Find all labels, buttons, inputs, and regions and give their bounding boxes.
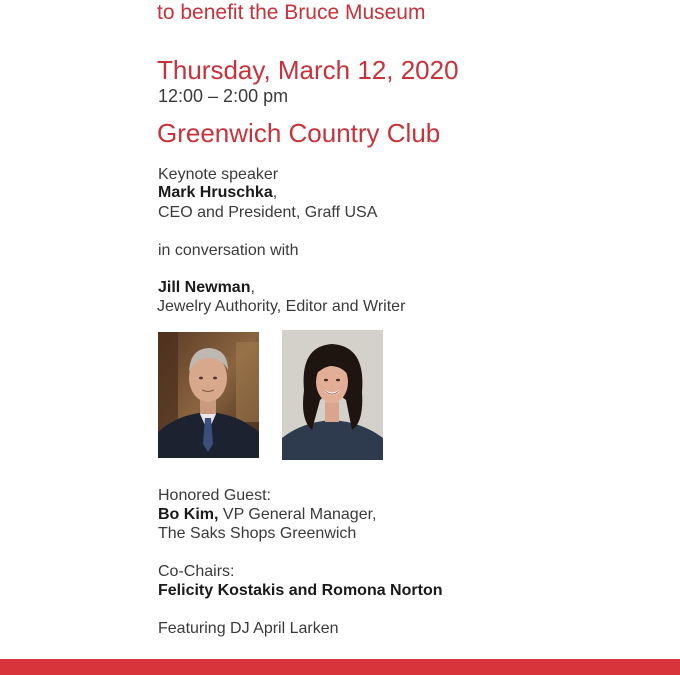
event-subtitle: to benefit the Bruce Museum	[157, 1, 426, 24]
event-time: 12:00 – 2:00 pm	[158, 86, 289, 106]
conversation-title: Jewelry Authority, Editor and Writer	[157, 298, 406, 315]
honored-name-line	[158, 506, 376, 524]
honored-org: The Saks Shops Greenwich	[158, 525, 357, 542]
keynote-name: Mark Hruschka	[158, 184, 273, 201]
honored-name: Bo Kim,	[158, 506, 219, 523]
featuring-dj: Featuring DJ April Larken	[158, 620, 339, 637]
woman-portrait-icon	[282, 330, 383, 460]
keynote-name-line	[158, 184, 277, 202]
keynote-label: Keynote speaker	[158, 166, 279, 183]
man-portrait-icon	[158, 332, 259, 458]
conversation-guest-photo	[282, 330, 383, 460]
conversation-name: Jill Newman	[158, 279, 251, 296]
event-date: Thursday, March 12, 2020	[157, 55, 459, 85]
honored-title: VP General Manager,	[218, 506, 377, 523]
keynote-speaker-photo	[158, 332, 259, 458]
conversation-name-line	[158, 279, 255, 297]
conversation-comma: ,	[250, 279, 255, 296]
event-venue: Greenwich Country Club	[157, 118, 441, 148]
cochairs-label: Co-Chairs:	[158, 563, 235, 580]
honored-label: Honored Guest:	[158, 487, 271, 504]
keynote-comma: ,	[272, 184, 278, 201]
footer-bar	[0, 659, 680, 675]
conversation-label: in conversation with	[158, 242, 299, 259]
keynote-title: CEO and President, Graff USA	[158, 204, 378, 221]
cochairs-names: Felicity Kostakis and Romona Norton	[158, 582, 443, 599]
